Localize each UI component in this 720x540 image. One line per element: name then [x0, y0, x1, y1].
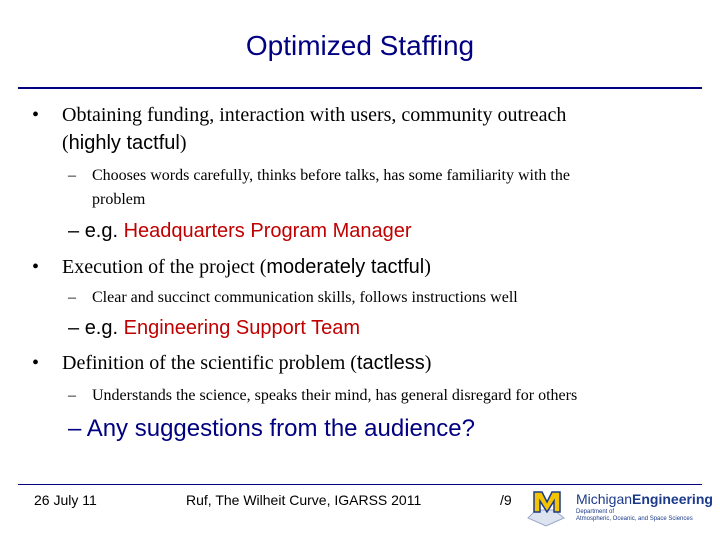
paren-open: (: [62, 132, 69, 154]
sub-text-understands-science: Understands the science, speaks their mind, has general disregard for others: [92, 387, 578, 404]
sub-text-clear-communication: Clear and succinct communication skills, follows instructions well: [92, 289, 518, 306]
dash-icon: –: [68, 289, 76, 306]
bullet-text-definition-main: Definition of the scientific problem (: [62, 352, 357, 374]
logo-wordmark-b: Engineering: [632, 491, 713, 507]
bullet-icon: •: [32, 352, 40, 374]
qualifier-moderately-tactful: moderately tactful: [266, 256, 425, 278]
audience-question: [68, 415, 475, 443]
qualifier-highly-tactful: highly tactful: [68, 132, 180, 154]
example-support-team: [68, 317, 360, 340]
bullet-icon: •: [32, 256, 40, 278]
bullet-text-funding-qualifier: [62, 132, 187, 155]
qualifier-tactless: tactless: [356, 352, 425, 374]
paren-close: ): [424, 352, 432, 374]
dash-icon: –: [68, 415, 82, 442]
dash-icon: –: [68, 317, 80, 339]
bullet-text-execution: [62, 256, 431, 279]
bullet-text-definition: [62, 352, 431, 375]
dash-icon: –: [68, 387, 76, 404]
logo-wordmark-a: Michigan: [576, 491, 633, 507]
example-hq-manager: [68, 220, 412, 243]
paren-close: ): [424, 256, 431, 278]
slide-title: Optimized Staffing: [245, 30, 475, 61]
michigan-m-logo-icon: [524, 488, 570, 528]
footer-rule: [18, 484, 702, 485]
example-prefix: e.g.: [84, 317, 119, 339]
sub-text-chooses-words-2: problem: [92, 191, 146, 208]
logo-department-line2: Atmospheric, Oceanic, and Space Sciences: [576, 516, 693, 522]
bullet-text-funding: Obtaining funding, interaction with users, community outreach: [62, 104, 567, 126]
bullet-text-execution-main: Execution of the project (: [62, 256, 267, 278]
logo-department: [576, 509, 706, 523]
logo-wordmark: [576, 491, 713, 507]
paren-close: ): [179, 132, 187, 154]
footer-page-number: /9: [500, 492, 512, 508]
example-highlight: Engineering Support Team: [123, 317, 361, 339]
sub-text-chooses-words-1: Chooses words carefully, thinks before talks, has some familiarity with the: [92, 167, 570, 184]
title-underline: [18, 87, 702, 89]
dash-icon: –: [68, 220, 80, 242]
dash-icon: –: [68, 167, 76, 184]
example-prefix: e.g.: [84, 220, 119, 242]
example-highlight: Headquarters Program Manager: [123, 220, 412, 242]
bullet-icon: •: [32, 104, 40, 126]
footer-date: 26 July 11: [34, 492, 97, 508]
audience-question-text: Any suggestions from the audience?: [86, 415, 475, 442]
footer-citation: Ruf, The Wilheit Curve, IGARSS 2011: [186, 492, 422, 508]
logo-department-line1: Department of: [576, 509, 615, 515]
